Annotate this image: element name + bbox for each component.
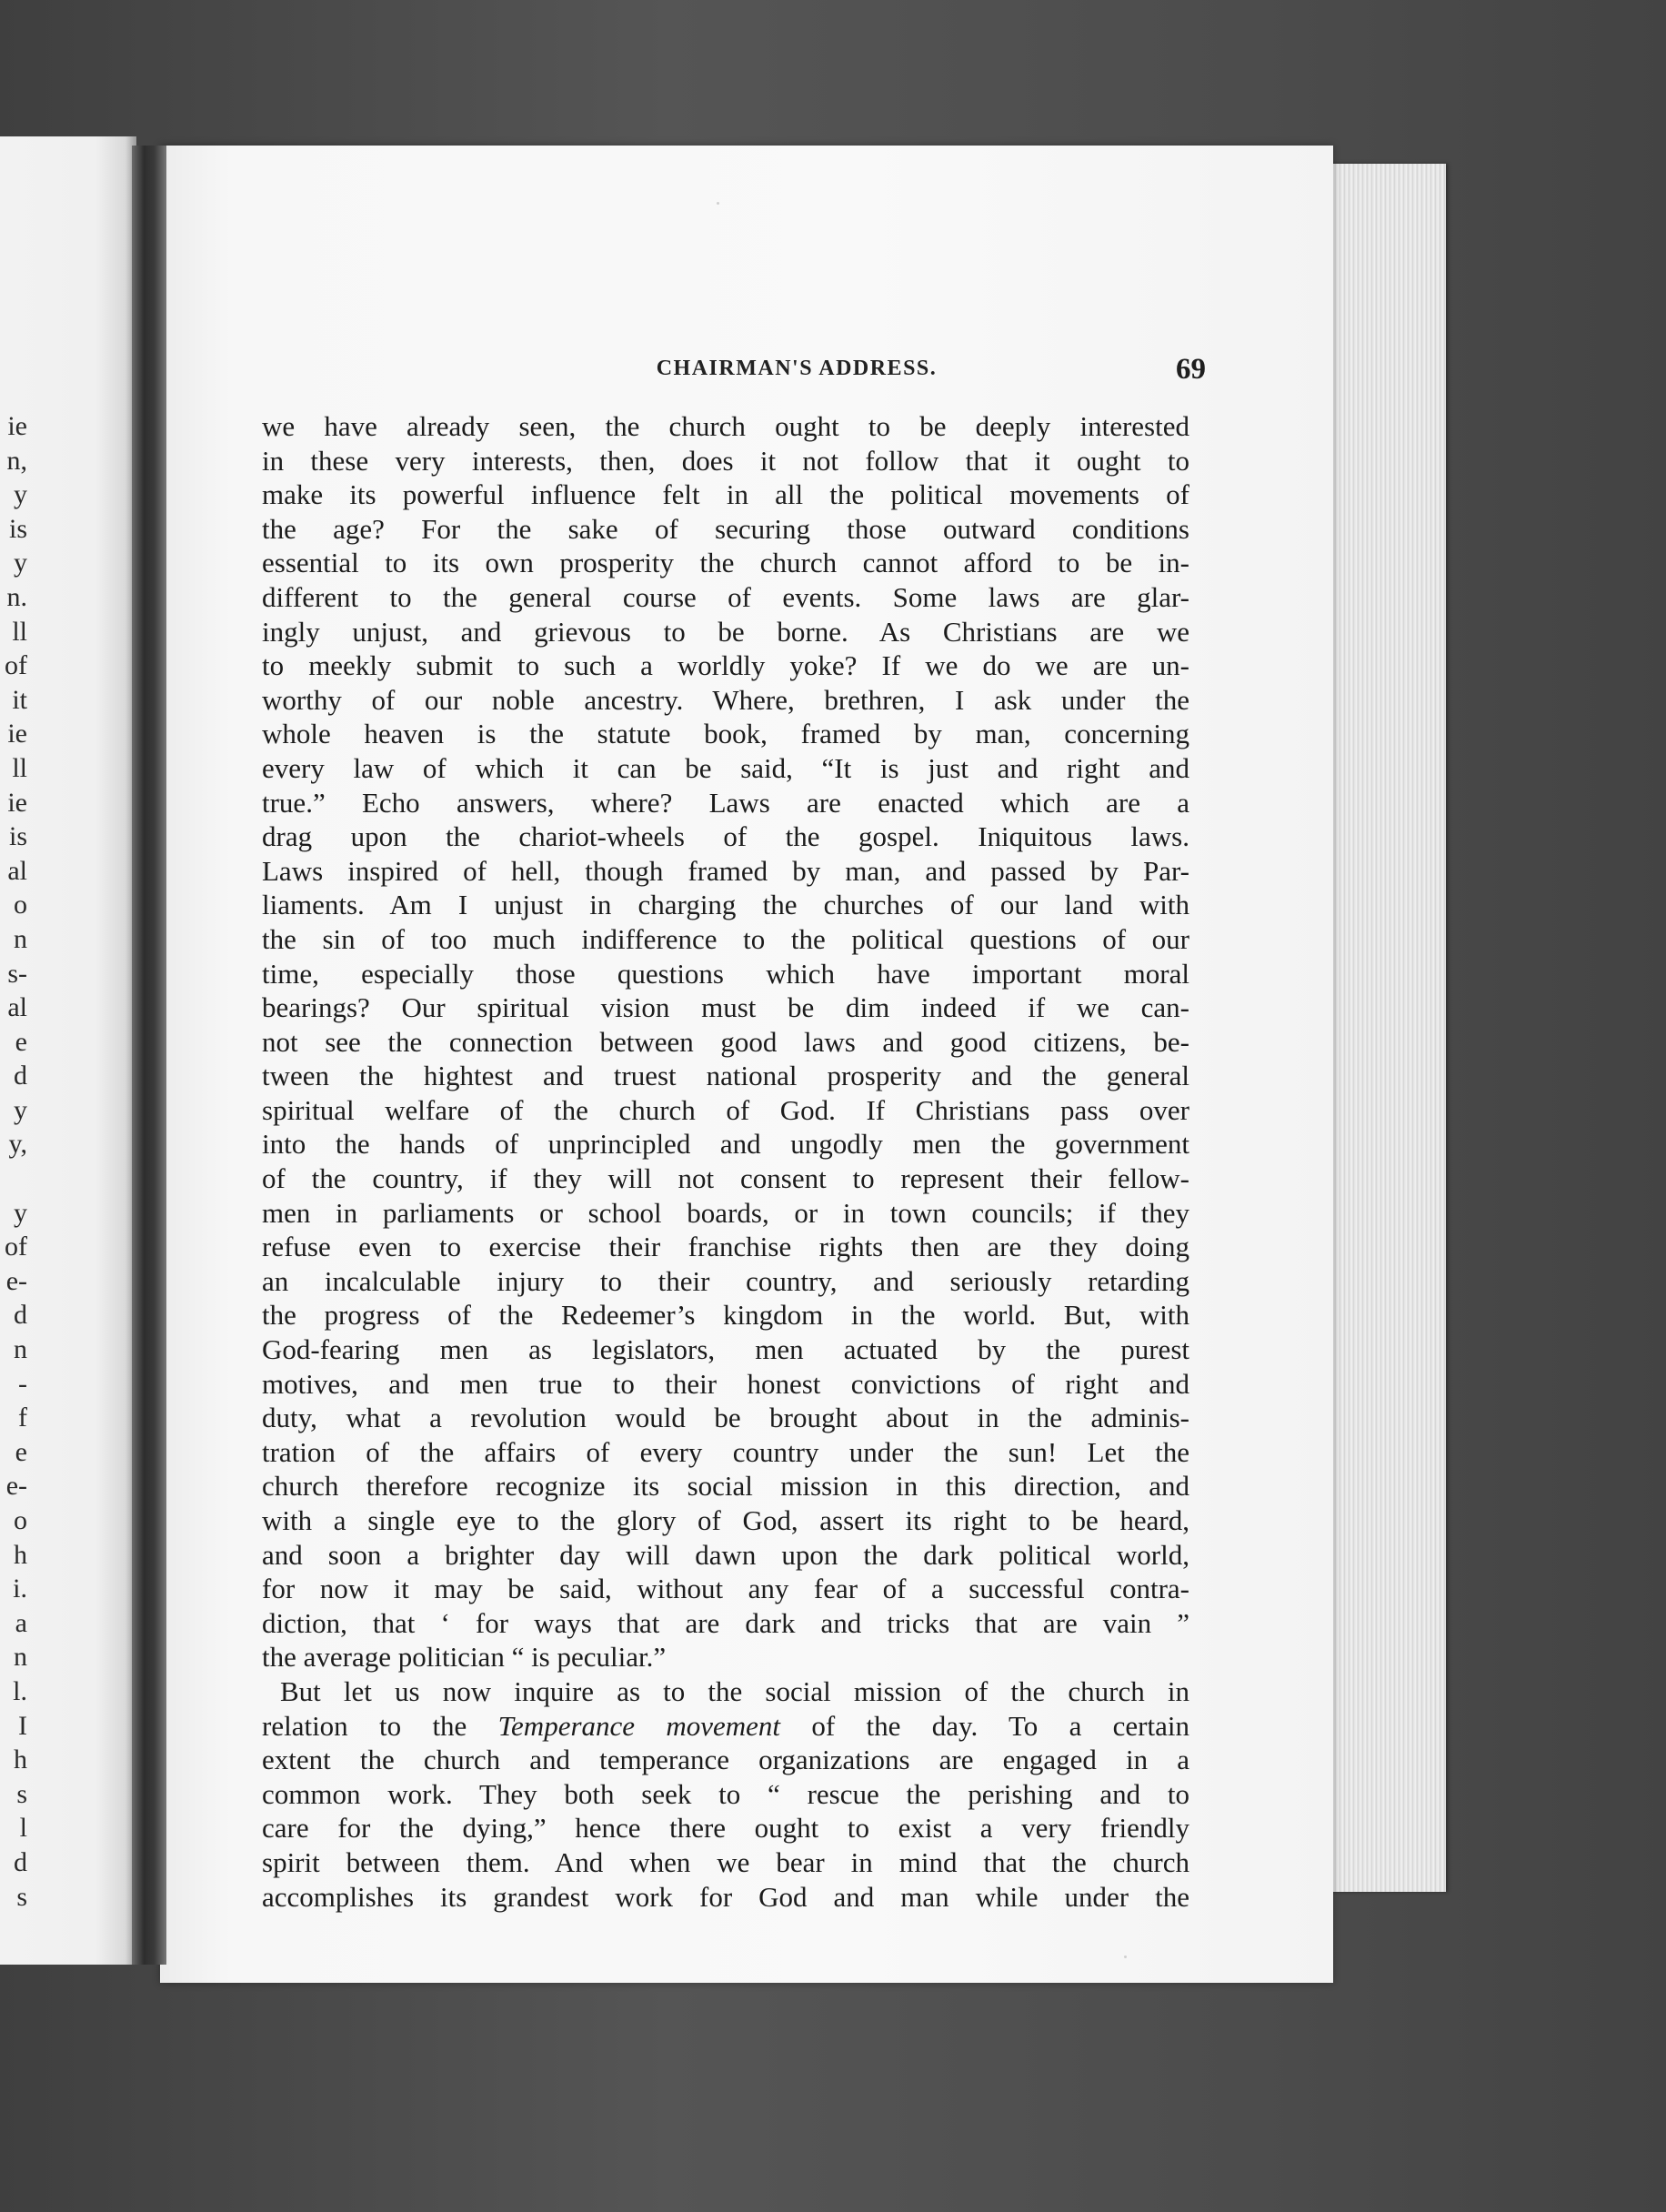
- left-fragment: ie: [7, 719, 27, 749]
- left-fragment: s-: [7, 958, 27, 989]
- text-line: refuse even to exercise their franchise rights then are they doing: [262, 1231, 1189, 1263]
- text-line: motives, and men true to their honest convictions of right and: [262, 1367, 1189, 1400]
- left-fragment: is: [8, 821, 27, 852]
- left-fragment: s: [16, 1881, 27, 1912]
- text-line: into the hands of unprincipled and ungodly men the government: [262, 1128, 1189, 1161]
- dust-speck: [1124, 1956, 1127, 1958]
- left-fragment: a: [15, 1607, 27, 1638]
- text-line: the age? For the sake of securing those outward conditions: [262, 512, 1189, 545]
- text-line: true.” Echo answers, where? Laws are enacted which are a: [262, 786, 1189, 819]
- text-line: of the country, if they will not consent to represent their fellow-: [262, 1162, 1189, 1195]
- italic-phrase: Temperance movement: [497, 1709, 781, 1742]
- left-fragment: I: [18, 1710, 27, 1741]
- text-line: care for the dying,” hence there ought to exist a very friendly: [262, 1812, 1189, 1845]
- left-fragment: n,: [6, 445, 27, 476]
- left-fragment: l.: [13, 1675, 27, 1706]
- text-line: liaments. Am I unjust in charging the churches of our land with: [262, 889, 1189, 921]
- left-page-text-fragments: [0, 409, 27, 1914]
- left-fragment: y: [14, 548, 27, 578]
- left-fragment: [0, 1161, 27, 1196]
- page-number: 69: [1176, 353, 1206, 386]
- paragraph-1: [262, 409, 1189, 1674]
- left-fragment: it: [12, 684, 27, 715]
- left-fragment: n: [14, 1334, 27, 1365]
- binding-gutter: [132, 146, 166, 1965]
- text-line: worthy of our noble ancestry. Where, brethren, I ask under the: [262, 683, 1189, 716]
- text-line: accomplishes its grandest work for God and man while under the: [262, 1880, 1189, 1913]
- text-line: time, especially those questions which have important moral: [262, 957, 1189, 990]
- left-fragment: al: [7, 992, 27, 1023]
- left-fragment: al: [7, 855, 27, 886]
- book-page: [160, 146, 1333, 1983]
- text-line: we have already seen, the church ought to be deeply interested: [262, 410, 1189, 442]
- text-line: God-fearing men as legislators, men actuated by the purest: [262, 1333, 1189, 1366]
- text-line: [262, 1709, 1189, 1744]
- left-fragment: of: [5, 1232, 27, 1262]
- left-fragment: ie: [7, 411, 27, 441]
- left-fragment: o: [14, 1505, 27, 1535]
- left-fragment: ie: [7, 787, 27, 818]
- text-line: tration of the affairs of every country under the sun! Let the: [262, 1435, 1189, 1468]
- text-line: bearings? Our spiritual vision must be dim indeed if we can-: [262, 991, 1189, 1024]
- text-line: an incalculable injury to their country, and seriously retarding: [262, 1264, 1189, 1297]
- left-fragment: n: [14, 923, 27, 954]
- text-line: church therefore recognize its social mission in this direction, and: [262, 1470, 1189, 1503]
- left-fragment: e-: [5, 1471, 27, 1502]
- left-fragment: f: [18, 1403, 27, 1433]
- text-line: the average politician “ is peculiar.”: [262, 1641, 667, 1674]
- text-line: with a single eye to the glory of God, assert its right to be heard,: [262, 1504, 1189, 1536]
- text-line: whole heaven is the statute book, framed by man, concerning: [262, 718, 1189, 750]
- left-fragment: y,: [8, 1129, 27, 1160]
- text-line: the progress of the Redeemer’s kingdom in the world. But, with: [262, 1299, 1189, 1332]
- text-line: tween the hightest and truest national prosperity and the general: [262, 1060, 1189, 1092]
- text-line: for now it may be said, without any fear of a successful contra-: [262, 1573, 1189, 1605]
- paragraph-2: [262, 1674, 1189, 1914]
- left-fragment: e: [15, 1026, 27, 1057]
- left-fragment: y: [14, 1197, 27, 1228]
- left-fragment: e-: [5, 1265, 27, 1296]
- text-segment: relation to the: [262, 1709, 498, 1742]
- text-line: every law of which it can be said, “It is just and right and: [262, 751, 1189, 784]
- text-line: men in parliaments or school boards, or in town councils; if they: [262, 1196, 1189, 1229]
- text-line: diction, that ‘ for ways that are dark and tricks that are vain ”: [262, 1606, 1189, 1639]
- text-line: and soon a brighter day will dawn upon the dark political world,: [262, 1538, 1189, 1571]
- left-fragment: i.: [13, 1574, 27, 1604]
- text-line: common work. They both seek to “ rescue the perishing and to: [262, 1777, 1189, 1810]
- left-fragment: n: [14, 1642, 27, 1673]
- left-fragment: n.: [6, 581, 27, 612]
- text-line: drag upon the chariot-wheels of the gospel. Iniquitous laws.: [262, 820, 1189, 853]
- text-line: different to the general course of events. Some laws are glar-: [262, 580, 1189, 613]
- text-segment: of the day. To a certain: [780, 1709, 1189, 1742]
- text-line: ingly unjust, and grievous to be borne. As Christians are we: [262, 615, 1189, 648]
- left-fragment: s: [16, 1778, 27, 1809]
- left-fragment: l: [19, 1813, 27, 1844]
- left-fragment: e: [15, 1436, 27, 1467]
- left-fragment: of: [5, 650, 27, 681]
- text-line: But let us now inquire as to the social mission of the church in: [280, 1674, 1189, 1707]
- left-fragment: is: [8, 513, 27, 544]
- text-line: in these very interests, then, does it not follow that it ought to: [262, 444, 1189, 477]
- text-line: Laws inspired of hell, though framed by man, and passed by Par-: [262, 854, 1189, 887]
- left-fragment: ll: [12, 752, 27, 783]
- left-fragment: h: [14, 1744, 27, 1775]
- text-line: spirit between them. And when we bear in mind that the church: [262, 1845, 1189, 1878]
- text-line: extent the church and temperance organizations are engaged in a: [262, 1744, 1189, 1776]
- left-fragment: -: [18, 1368, 27, 1399]
- text-line: the sin of too much indifference to the political questions of our: [262, 922, 1189, 955]
- text-line: duty, what a revolution would be brought about in the adminis-: [262, 1402, 1189, 1434]
- text-line: to meekly submit to such a worldly yoke? If we do we are un-: [262, 649, 1189, 682]
- left-fragment: d: [14, 1061, 27, 1091]
- running-head: CHAIRMAN'S ADDRESS.: [656, 357, 938, 380]
- left-fragment: y: [14, 479, 27, 510]
- text-line: spiritual welfare of the church of God. If Christians pass over: [262, 1093, 1189, 1126]
- left-fragment: o: [14, 890, 27, 920]
- left-fragment: d: [14, 1300, 27, 1331]
- left-fragment: h: [14, 1539, 27, 1570]
- dust-speck: [717, 202, 719, 205]
- text-line: not see the connection between good laws and good citizens, be-: [262, 1025, 1189, 1058]
- left-fragment: y: [14, 1094, 27, 1125]
- text-line: essential to its own prosperity the church cannot afford to be in-: [262, 547, 1189, 579]
- paragraph-2-rest: [262, 1743, 1189, 1914]
- left-facing-page: [0, 136, 136, 1965]
- left-fragment: ll: [12, 616, 27, 647]
- left-fragment: d: [14, 1846, 27, 1877]
- body-text: [262, 409, 1189, 1914]
- text-line: make its powerful influence felt in all the political movements of: [262, 478, 1189, 511]
